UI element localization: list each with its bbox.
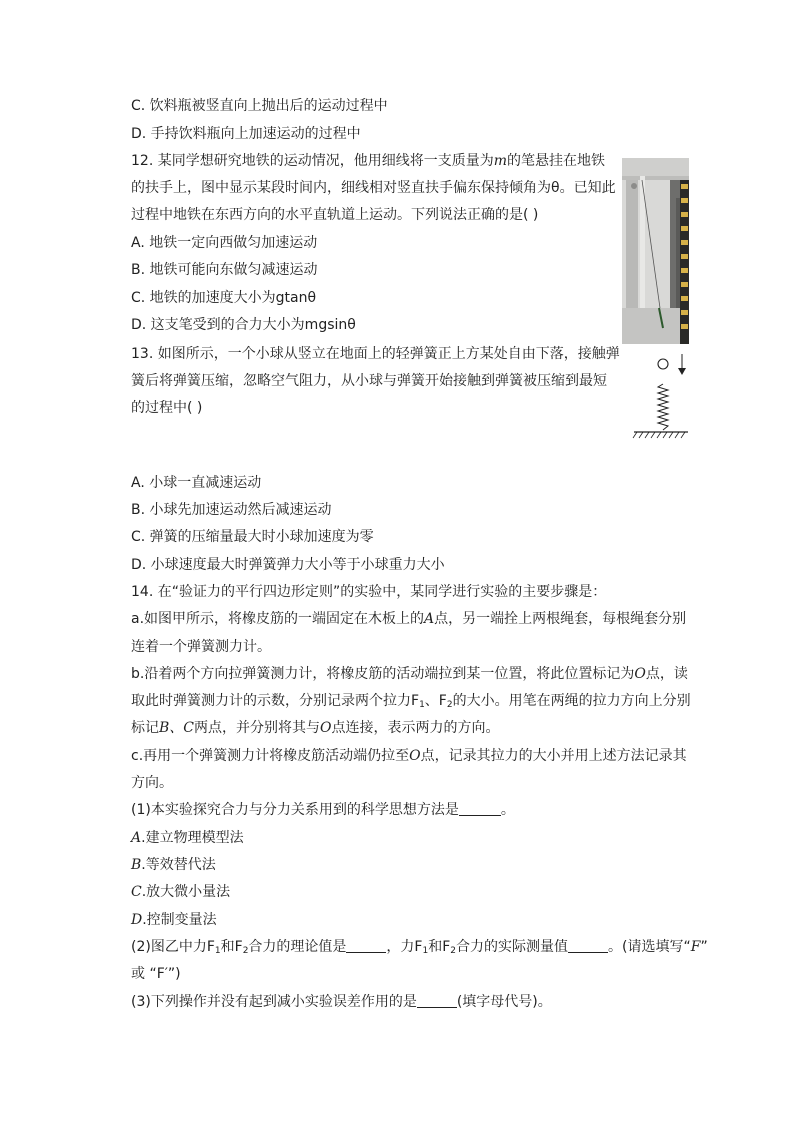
q14-sub1-option-c: C.放大微小量法 xyxy=(131,884,231,900)
ball-spring-diagram xyxy=(630,352,692,444)
q13-stem-line3: 的过程中( ) xyxy=(131,400,203,416)
q12-stem-line2: 的扶手上，图中显示某段时间内，细线相对竖直扶手偏东保持倾角为θ。已知此 xyxy=(131,180,616,196)
q14-sub2-line1: (2)图乙中力$F_1$和$F_2$合力的理论值是 ，力$F_1$和$F_2$合力的实际测量值 。(请选填写“F” xyxy=(131,939,708,956)
q14-sub2-line2: 或 “F′”) xyxy=(131,966,181,982)
q12-stem-line3: 过程中地铁在东西方向的水平直轨道上运动。下列说法正确的是( ) xyxy=(131,207,539,223)
q14-intro: 14. 在“验证力的平行四边形定则”的实验中，某同学进行实验的主要步骤是： xyxy=(131,584,607,600)
q13-option-a: A. 小球一直减速运动 xyxy=(131,475,262,491)
q14-step-c-line1: c.再用一个弹簧测力计将橡皮筋活动端仍拉至O点，记录其拉力的大小并用上述方法记录其 xyxy=(131,748,687,764)
q14-step-c-line2: 方向。 xyxy=(131,775,173,791)
q13-stem-line2: 簧后将弹簧压缩，忽略空气阻力，从小球与弹簧开始接触到弹簧被压缩到最短 xyxy=(131,373,607,389)
q11-option-d: D. 手持饮料瓶向上加速运动的过程中 xyxy=(131,126,361,142)
q13-stem-line1: 13. 如图所示，一个小球从竖立在地面上的轻弹簧正上方某处自由下落，接触弹 xyxy=(131,346,620,362)
answer-blank-1 xyxy=(459,801,501,816)
ball-icon xyxy=(658,359,668,369)
answer-blank-2 xyxy=(346,938,386,953)
q14-sub1-option-b: B.等效替代法 xyxy=(131,857,216,873)
q13-option-b: B. 小球先加速运动然后减速运动 xyxy=(131,502,332,518)
q14-step-b-line3: 标记B、C两点，并分别将其与O点连接，表示两力的方向。 xyxy=(131,720,500,736)
answer-blank-3 xyxy=(568,938,608,953)
answer-blank-4 xyxy=(417,993,457,1008)
q14-sub1-stem: (1)本实验探究合力与分力关系用到的科学思想方法是 。 xyxy=(131,802,515,818)
q13-option-c: C. 弹簧的压缩量最大时小球加速度为零 xyxy=(131,529,374,545)
q14-step-a-line2: 连着一个弹簧测力计。 xyxy=(131,639,271,655)
q12-stem-line1: 12. 某同学想研究地铁的运动情况，他用细线将一支质量为m的笔悬挂在地铁 xyxy=(131,153,605,169)
q14-sub1-option-a: A.建立物理模型法 xyxy=(131,830,244,846)
q12-option-a: A. 地铁一定向西做匀加速运动 xyxy=(131,235,318,251)
q14-sub1-option-d: D.控制变量法 xyxy=(131,912,217,928)
q14-step-a-line1: a.如图甲所示，将橡皮筋的一端固定在木板上的A点，另一端拴上两根绳套，每根绳套分别 xyxy=(131,611,687,627)
q14-sub3-stem: (3)下列操作并没有起到减小实验误差作用的是 (填字母代号)。 xyxy=(131,994,552,1010)
spring-icon xyxy=(658,384,668,430)
q11-option-c: C. 饮料瓶被竖直向上抛出后的运动过程中 xyxy=(131,98,388,114)
q12-option-d: D. 这支笔受到的合力大小为mgsinθ xyxy=(131,317,356,333)
q12-option-b: B. 地铁可能向东做匀减速运动 xyxy=(131,262,318,278)
q14-step-b-line1: b.沿着两个方向拉弹簧测力计，将橡皮筋的活动端拉到某一位置，将此位置标记为O点，读 xyxy=(131,666,688,682)
q14-step-b-line2: 取此时弹簧测力计的示数，分别记录两个拉力$F_1$、$F_2$的大小。用笔在两绳的拉力方向上分别 xyxy=(131,693,691,710)
q12-option-c: C. 地铁的加速度大小为gtanθ xyxy=(131,290,317,306)
down-arrow-icon xyxy=(678,368,686,375)
q13-option-d: D. 小球速度最大时弹簧弹力大小等于小球重力大小 xyxy=(131,557,445,573)
subway-pen-photo xyxy=(622,158,689,344)
